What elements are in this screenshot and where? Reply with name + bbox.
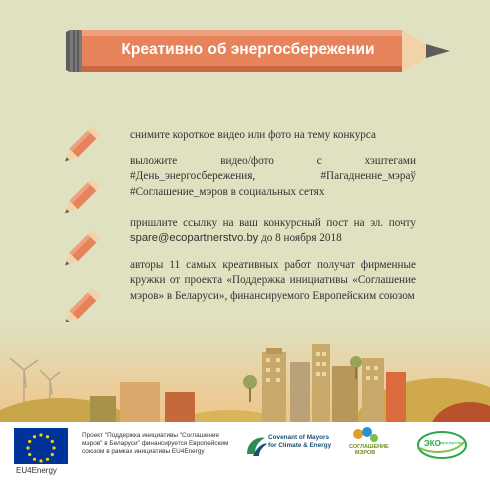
- step-text: снимите короткое видео или фото на тему конкурса: [130, 129, 376, 141]
- pencil-icon: [58, 178, 102, 222]
- footer: [0, 422, 490, 490]
- title-banner: [62, 28, 450, 74]
- eu-caption: EU4Energy: [16, 466, 57, 475]
- footer-note: Проект "Поддержка инициативы "Соглашение мэров" в Беларуси" финансируется Европейским союзом в рамках инициативы EU4Energy: [82, 432, 229, 455]
- step-text: авторы 11 самых креативных работ получат фирменные кружки от проекта «Поддержка инициативы «Соглашение мэров» в Беларуси», финансируемого Европейским союзом: [130, 259, 416, 302]
- sm-logo-text: СОГЛАШЕНИЕ МЭРОВ: [349, 444, 389, 456]
- pencil-icon: [58, 230, 102, 274]
- email-link[interactable]: spare@ecopartnerstvo.by: [130, 232, 259, 245]
- banner-title: Креативно об энергосбережении: [121, 41, 375, 58]
- eko-logo-text: ЭКО: [424, 439, 441, 448]
- pencil-icon: [58, 126, 102, 170]
- cityscape-illustration: [0, 322, 490, 422]
- step-text: выложите видео/фото с хэштегами #День_энергосбережения, #Пагадненне_мэраў #Соглашение_мэров в социальных сетях: [130, 155, 416, 198]
- covenant-text: Covenant of Mayors for Climate & Energy: [268, 434, 332, 449]
- eu-flag-icon: [14, 428, 68, 464]
- eko-logo-subtext: партнерство: [439, 440, 463, 445]
- step-text: пришлите ссылку на ваш конкурсный пост на эл. почту spare@ecopartnerstvo.by до 8 ноября 2018: [130, 217, 416, 245]
